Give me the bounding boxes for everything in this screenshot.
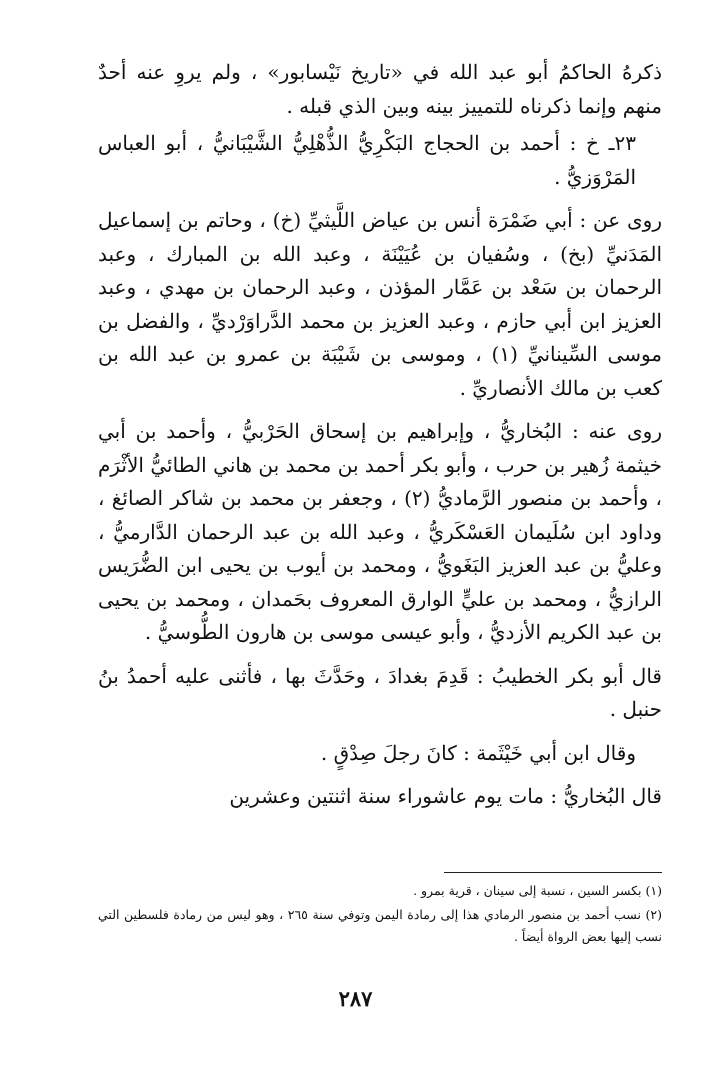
footnotes <box>98 880 662 950</box>
continuation-paragraph: ذكرهُ الحاكمُ أبو عبد الله في «تاريخ نَيْسابور» ، ولم يروِ عنه أحدٌ منهم وإنما ذكرناه للتمييز بينه وبين الذي قبله . <box>98 60 662 118</box>
footnote-1: (١) بكسر السين ، نسبة إلى سينان ، قرية بمرو . <box>413 883 662 898</box>
page-number: ٢٨٧ <box>338 986 373 1011</box>
footnote-2: (٢) نسب أحمد بن منصور الرمادي هذا إلى رمادة اليمن وتوفي سنة ٢٦٥ ، وهو ليس من رمادة فلسطين التي نسب إليها بعض الرواة أيضاً . <box>98 907 662 944</box>
bukhari-quote: قال البُخاريُّ : مات يوم عاشوراء سنة اثنتين وعشرين <box>229 784 662 808</box>
khatib-quote: قال أبو بكر الخطيبُ : قَدِمَ بغدادَ ، وحَدَّثَ بها ، فأثنى عليه أحمدُ بنُ حنبل . <box>98 663 662 721</box>
main-text <box>98 56 662 824</box>
narrated-by-paragraph: روى عنه : البُخاريُّ ، وإبراهيم بن إسحاق الحَرْبيُّ ، وأحمد بن أبي خيثمة زُهير بن حرب ، وأبو بكر أحمد بن محمد بن هاني الطائيُّ الأثْرَم ، وأحمد بن منصور الرَّماديُّ (٢) ، وجعفر بن محمد بن شاكر الصائغ ، وداود ابن سُلَيمان العَسْكَريُّ ، وعبد الله بن عبد الرحمان الدَّارميُّ ، وعليُّ بن عبد العزيز البَغَويُّ ، ومحمد بن أيوب بن يحيى ابن الضُّرَيس الرازيُّ ، ومحمد بن عليٍّ الوارق المعروف بحَمدان ، ومحمد بن يحيى بن عبد الكريم الأزديُّ ، وأبو عيسى موسى بن هارون الطُّوسيُّ . <box>98 419 662 644</box>
footnote-divider <box>444 872 662 873</box>
narrated-from-paragraph: روى عن : أبي ضَمْرَة أنس بن عياض اللَّيثيِّ (خ) ، وحاتم بن إسماعيل المَدَنيِّ (بخ) ، وسُفيان بن عُيَيْنَة ، وعبد الله بن المبارك ، وعبد الرحمان بن سَعْد بن عَمَّار المؤذن ، وعبد الرحمان بن مهدي ، وعبد العزيز ابن أبي حازم ، وعبد العزيز بن محمد الدَّراوَرْديِّ ، والفضل بن موسى السِّينانيِّ (١) ، وموسى بن شَيْبَة بن عمرو بن عبد الله بن كعب بن مالك الأنصاريِّ . <box>98 208 662 400</box>
ibn-abi-khaythama-quote: وقال ابن أبي خَيْثَمة : كانَ رجلَ صِدْقٍ . <box>320 740 636 765</box>
biography-heading: ٢٣ـ خ : أحمد بن الحجاج البَكْرِيُّ الذُّهْلِيُّ الشَّيْبَانيُّ ، أبو العباس المَرْوَزيُّ . <box>98 131 636 189</box>
